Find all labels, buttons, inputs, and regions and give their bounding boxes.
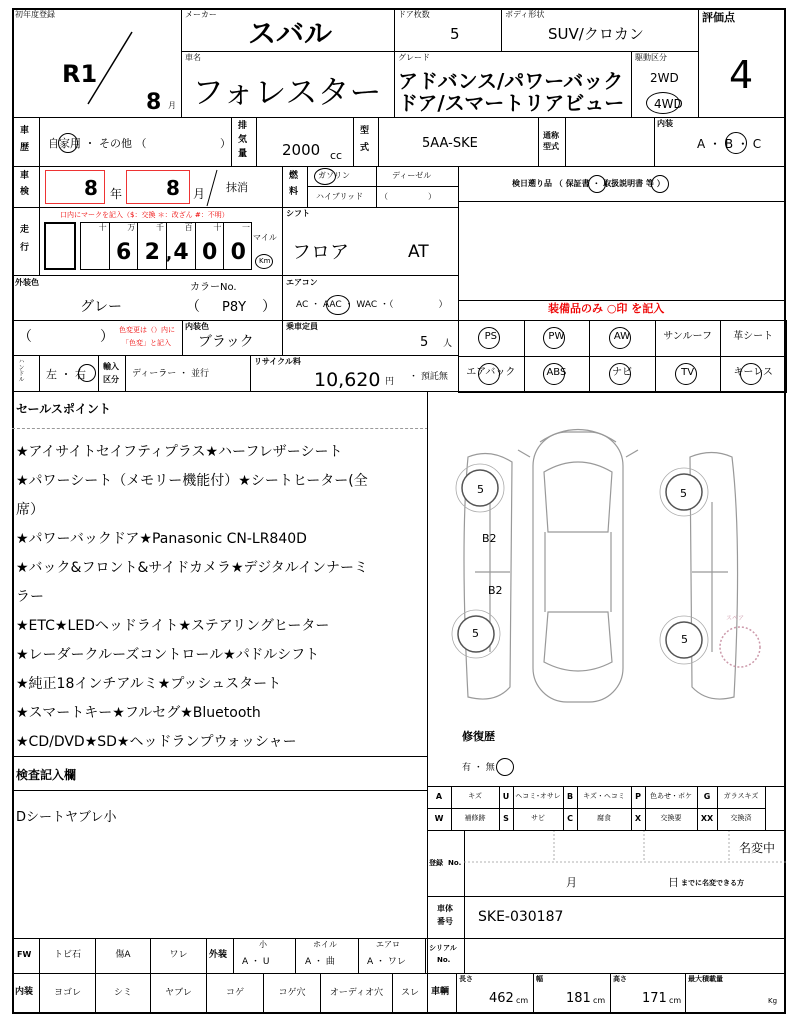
digit-header: 千 — [156, 223, 164, 232]
disp-value: 2000 — [282, 141, 321, 159]
length-value: 462 — [489, 991, 514, 1006]
vin-label-2: 番号 — [437, 917, 453, 926]
usage-label-1: 車 — [20, 126, 30, 136]
body-value: SUV/クロカン — [548, 25, 644, 43]
legend-code: W — [434, 814, 444, 823]
mileage-label-cell — [12, 207, 40, 276]
tire-mark-fl: 5 — [477, 483, 484, 496]
seats-unit: 人 — [443, 339, 453, 349]
fuel-diesel: ディーゼル — [392, 171, 432, 180]
serial-label-1: シリアル — [429, 944, 457, 952]
insp-year-unit: 年 — [110, 187, 123, 201]
ext-small-value: A ・ U — [242, 957, 270, 967]
equip-circle — [675, 363, 697, 385]
digit-value: 4 — [173, 240, 189, 265]
ext-small-label: 小 — [259, 940, 267, 949]
width-label: 幅 — [536, 975, 543, 983]
fuel-label-1: 燃 — [289, 171, 299, 181]
ext-wheel-label: ホイル — [313, 940, 337, 949]
color-change-note-1: 色変更は（）内に — [119, 326, 175, 334]
disp-unit: cc — [330, 149, 343, 162]
grade-label: グレード — [398, 53, 430, 62]
seats-value: 5 — [420, 335, 429, 350]
dims-label: 車輌 — [431, 987, 450, 997]
legend-code: A — [435, 792, 443, 801]
usage-label-cell — [12, 117, 40, 167]
docs-text: 検日遡り品 （ 保証書 ・ 取扱説明書 等 ） — [512, 179, 665, 188]
docs-blank-cell — [458, 201, 786, 301]
legend-code: U — [502, 792, 510, 801]
equip-circle — [609, 327, 631, 349]
inspection-title: 検査記入欄 — [16, 768, 77, 782]
equip-item: PS — [484, 331, 497, 342]
first-reg-era: R1 — [62, 60, 98, 88]
repair-label: 修復歴 — [462, 730, 495, 743]
vin-label-1: 車体 — [437, 904, 453, 913]
damage-mark-1: B2 — [482, 532, 497, 545]
doors-value: 5 — [450, 25, 460, 43]
digit-header: 百 — [184, 223, 193, 232]
legend-label: 交換要 — [660, 814, 682, 822]
fw-item: トビ石 — [53, 950, 81, 960]
legend-code: B — [566, 792, 574, 801]
sales-line: ★パワーシート（メモリー機能付）★シートヒーター(全 — [16, 473, 368, 489]
digit-header: 一 — [242, 223, 250, 232]
import-label-2: 区分 — [103, 375, 119, 384]
height-label: 高さ — [613, 975, 627, 983]
disp-label-3: 量 — [238, 149, 248, 159]
damage-mark-2: B2 — [488, 584, 503, 597]
color-code-open: （ — [186, 299, 200, 315]
model-name-value: フォレスター — [192, 73, 382, 111]
drive-label: 駆動区分 — [635, 53, 667, 62]
color-change-open: （ — [18, 329, 32, 345]
first-reg-slash — [80, 28, 140, 108]
interior-grades: A ・ B ・ C — [697, 137, 762, 151]
sales-title: セールスポイント — [16, 402, 111, 416]
load-unit: Kg — [768, 997, 778, 1005]
reg-day-unit: 日 — [668, 876, 679, 889]
common-cell — [565, 117, 655, 167]
legend-code: C — [567, 814, 573, 823]
ext-aero-value: A ・ ワレ — [367, 957, 406, 967]
type-label-1: 型 — [360, 126, 370, 136]
digit-header: 万 — [127, 223, 136, 232]
grade-line2: ドア/スマートリアビュー — [398, 91, 625, 115]
repair-circle — [496, 758, 514, 776]
equip-note: 装備品のみ ○印 を記入 — [548, 302, 665, 315]
shift-type: AT — [408, 242, 429, 262]
legend-label: キズ・ヘコミ — [583, 792, 625, 800]
color-change-note-2: 「色変」と記入 — [122, 339, 171, 347]
color-code-close: ） — [262, 299, 276, 315]
digit-divider — [166, 222, 167, 270]
import-value: ディーラー ・ 並行 — [132, 369, 210, 379]
legend-label: サビ — [531, 814, 545, 822]
body-label: ボディ形状 — [505, 10, 545, 19]
fuel-other: （ ） — [380, 192, 436, 201]
insp-year: 8 — [84, 176, 98, 200]
drive-4wd-circle — [646, 92, 680, 114]
color-label: 外装色 — [15, 278, 39, 287]
fw-label: FW — [17, 950, 32, 959]
ac-circle — [326, 295, 350, 315]
type-label-2: 式 — [360, 143, 370, 153]
import-label-1: 輸入 — [103, 362, 119, 371]
sales-line: ★アイサイトセイフティプラス★ハーフレザーシート — [16, 444, 343, 460]
recycle-label: リサイクル料 — [254, 357, 301, 366]
score-label: 評価点 — [702, 11, 735, 24]
color-change-close: ） — [100, 329, 114, 345]
usage-circle — [58, 133, 78, 153]
grade-line1: アドバンス/パワーバック — [398, 69, 624, 93]
int-color-value: ブラック — [198, 334, 254, 350]
equip-item: AW — [613, 331, 631, 342]
height-unit: cm — [669, 996, 682, 1005]
int-item: ヤブレ — [165, 988, 192, 998]
usage-text: 自家用 ・ その他 （ — [48, 137, 147, 150]
int-item: ヨゴレ — [53, 988, 81, 998]
import-label-cell — [98, 355, 126, 392]
type-label-cell — [353, 117, 379, 167]
common-label-2: 型式 — [543, 142, 559, 151]
serial-cell — [464, 938, 786, 974]
digit-divider — [109, 222, 110, 270]
equip-item: ABS — [546, 367, 567, 378]
height-value: 171 — [642, 991, 667, 1006]
width-value: 181 — [566, 991, 591, 1006]
mileage-unit-mile: マイル — [253, 233, 277, 242]
drive-4wd: 4WD — [654, 97, 683, 111]
docs-circle-1 — [588, 175, 606, 193]
color-code-label: カラーNo. — [190, 282, 237, 293]
recycle-value: 10,620 — [314, 369, 381, 391]
equip-item: エアバック — [466, 367, 516, 378]
maker-value: スバル — [248, 17, 333, 50]
legend-label: ガラスキズ — [723, 792, 759, 800]
load-label: 最大積載量 — [688, 975, 723, 983]
legend-label: 補修跡 — [464, 814, 486, 822]
reg-label-1: 登録 — [429, 859, 443, 867]
digit-value: 6 — [116, 240, 132, 265]
color-code: P8Y — [222, 300, 247, 315]
equip-item: 革シート — [733, 331, 774, 342]
equip-item: PW — [548, 331, 565, 342]
handle-value: 左 ・ 右 — [46, 368, 86, 381]
int-label: 内装 — [15, 987, 34, 997]
reg-label-2: No. — [448, 859, 462, 867]
mileage-label-2: 行 — [20, 243, 30, 253]
legend-label: ヘコミ･オサレ — [515, 792, 561, 800]
sales-title-rule — [12, 428, 428, 429]
car-diagram — [440, 412, 780, 712]
usage-close: ） — [220, 137, 231, 150]
ext-aero-label: エアロ — [376, 940, 400, 949]
usage-label-2: 歴 — [20, 143, 30, 153]
ext-wheel-value: A ・ 曲 — [305, 957, 335, 967]
legend-label: 色あせ・ボケ — [650, 792, 692, 800]
fuel-hybrid: ハイブリッド — [316, 192, 364, 201]
legend-label: キズ — [468, 792, 482, 800]
insp-month-unit: 月 — [193, 187, 206, 201]
int-item: シミ — [113, 988, 132, 998]
doors-label: ドア枚数 — [398, 10, 430, 19]
mileage-checkbox — [44, 222, 76, 270]
inspection-note: Dシートヤブレ小 — [16, 810, 117, 825]
disp-label-1: 排 — [238, 121, 248, 131]
repair-value: 有 ・ 無 — [462, 763, 495, 773]
serial-label-2: No. — [437, 956, 451, 964]
tire-mark-rr: 5 — [681, 633, 688, 646]
int-item: コゲ穴 — [278, 988, 306, 998]
disp-label-2: 気 — [238, 135, 248, 145]
sales-line: ★スマートキー★フルセグ★Bluetooth — [16, 705, 261, 721]
mileage-comma: , — [166, 244, 173, 263]
digit-header: 十 — [98, 223, 107, 232]
insp-month-box — [126, 170, 190, 204]
reg-month-unit: 月 — [566, 876, 577, 889]
insp-month: 8 — [166, 176, 180, 200]
drive-2wd: 2WD — [650, 71, 679, 85]
legend-code: S — [503, 814, 509, 823]
sales-line: ★パワーバックドア★Panasonic CN-LR840D — [16, 531, 307, 547]
mileage-note: 口内にマークを記入（$：交換 ＊：改ざん #：不明） — [60, 211, 229, 219]
legend-label: 交換済 — [730, 814, 752, 822]
docs-circle-2 — [651, 175, 669, 193]
interior-circle — [725, 132, 747, 154]
ac-label: エアコン — [286, 278, 318, 287]
reg-name-change: 名変中 — [739, 841, 776, 855]
mileage-label-1: 走 — [20, 225, 30, 235]
length-unit: cm — [516, 996, 529, 1005]
digit-divider — [223, 222, 224, 270]
sales-line: 席） — [16, 502, 44, 518]
width-unit: cm — [593, 996, 606, 1005]
equip-item: キーレス — [733, 367, 773, 378]
mileage-km-circle — [255, 254, 273, 269]
legend-code: G — [703, 792, 711, 801]
digit-divider — [137, 222, 138, 270]
insp-slash — [205, 168, 219, 208]
fuel-gas-circle — [314, 168, 336, 185]
equip-item: TV — [681, 367, 695, 378]
tire-mark-fr: 5 — [680, 487, 687, 500]
ext-label: 外装 — [209, 950, 228, 960]
maker-label: メーカー — [185, 10, 217, 19]
shift-value: フロア — [292, 241, 350, 263]
reg-deadline: までに名変できる方 — [681, 879, 744, 887]
sales-line: ★バック&フロント&サイドカメラ★デジタルインナーミ — [16, 560, 368, 576]
int-color-label: 内装色 — [185, 322, 209, 331]
digit-divider — [195, 222, 196, 270]
recycle-unit: 円 — [385, 377, 395, 387]
equip-item: サンルーフ — [663, 331, 712, 342]
sales-line: ★レーダークルーズコントロール★パドルシフト — [16, 647, 320, 663]
seats-label: 乗車定員 — [286, 322, 318, 331]
int-item: コゲ — [225, 988, 244, 998]
sales-line: ラー — [16, 589, 44, 605]
length-label: 長さ — [459, 975, 473, 983]
insp-cancel: 抹消 — [226, 181, 248, 194]
interior-label: 内装 — [657, 119, 673, 128]
sales-line: ★CD/DVD★SD★ヘッドランプウォッシャー — [16, 734, 297, 750]
first-reg-label: 初年度登録 — [15, 10, 55, 19]
common-label-1: 通称 — [543, 131, 559, 140]
handle-label: ハンドル — [17, 358, 24, 382]
model-name-label: 車名 — [185, 53, 201, 62]
spare-label: スペア — [726, 615, 745, 622]
fw-item: ワレ — [169, 950, 188, 960]
first-reg-month: 8 — [146, 90, 162, 115]
recycle-note: ・ 預託無 — [409, 372, 448, 382]
insp-label-1: 車 — [20, 171, 30, 181]
shift-label: シフト — [286, 209, 310, 218]
first-reg-month-unit: 月 — [168, 101, 176, 110]
legend-code: X — [634, 814, 642, 823]
mileage-unit-km: Km — [259, 257, 271, 265]
legend-code: XX — [700, 814, 714, 823]
score-value: 4 — [729, 53, 754, 97]
sales-line: ★ETC★LEDヘッドライト★ステアリングヒーター — [16, 618, 330, 634]
type-value: 5AA-SKE — [422, 136, 478, 151]
int-item: スレ — [400, 988, 419, 998]
digit-header: 十 — [213, 223, 222, 232]
vin-value: SKE-030187 — [478, 909, 564, 925]
ac-values: AC ・ AAC ・ WAC ・（ ） — [296, 300, 448, 310]
legend-label: 腐食 — [597, 814, 611, 822]
equip-circle — [478, 363, 500, 385]
fuel-label-2: 料 — [289, 187, 299, 197]
equip-circle — [478, 327, 500, 349]
int-item: オーディオ穴 — [329, 988, 384, 998]
legend-code: P — [635, 792, 641, 801]
tire-mark-rl: 5 — [472, 627, 479, 640]
insp-label-2: 検 — [20, 187, 30, 197]
sales-line: ★純正18インチアルミ★プッシュスタート — [16, 676, 282, 692]
handle-circle — [78, 364, 96, 382]
digit-value: 0 — [202, 240, 218, 265]
fuel-gas: ガソリン — [318, 171, 350, 180]
fw-item: 傷A — [115, 950, 131, 960]
color-value: グレー — [80, 299, 122, 315]
equip-circle — [609, 363, 631, 385]
equip-item: ナビ — [611, 367, 632, 378]
digit-value: 2 — [144, 240, 160, 265]
digit-value: 0 — [230, 240, 246, 265]
